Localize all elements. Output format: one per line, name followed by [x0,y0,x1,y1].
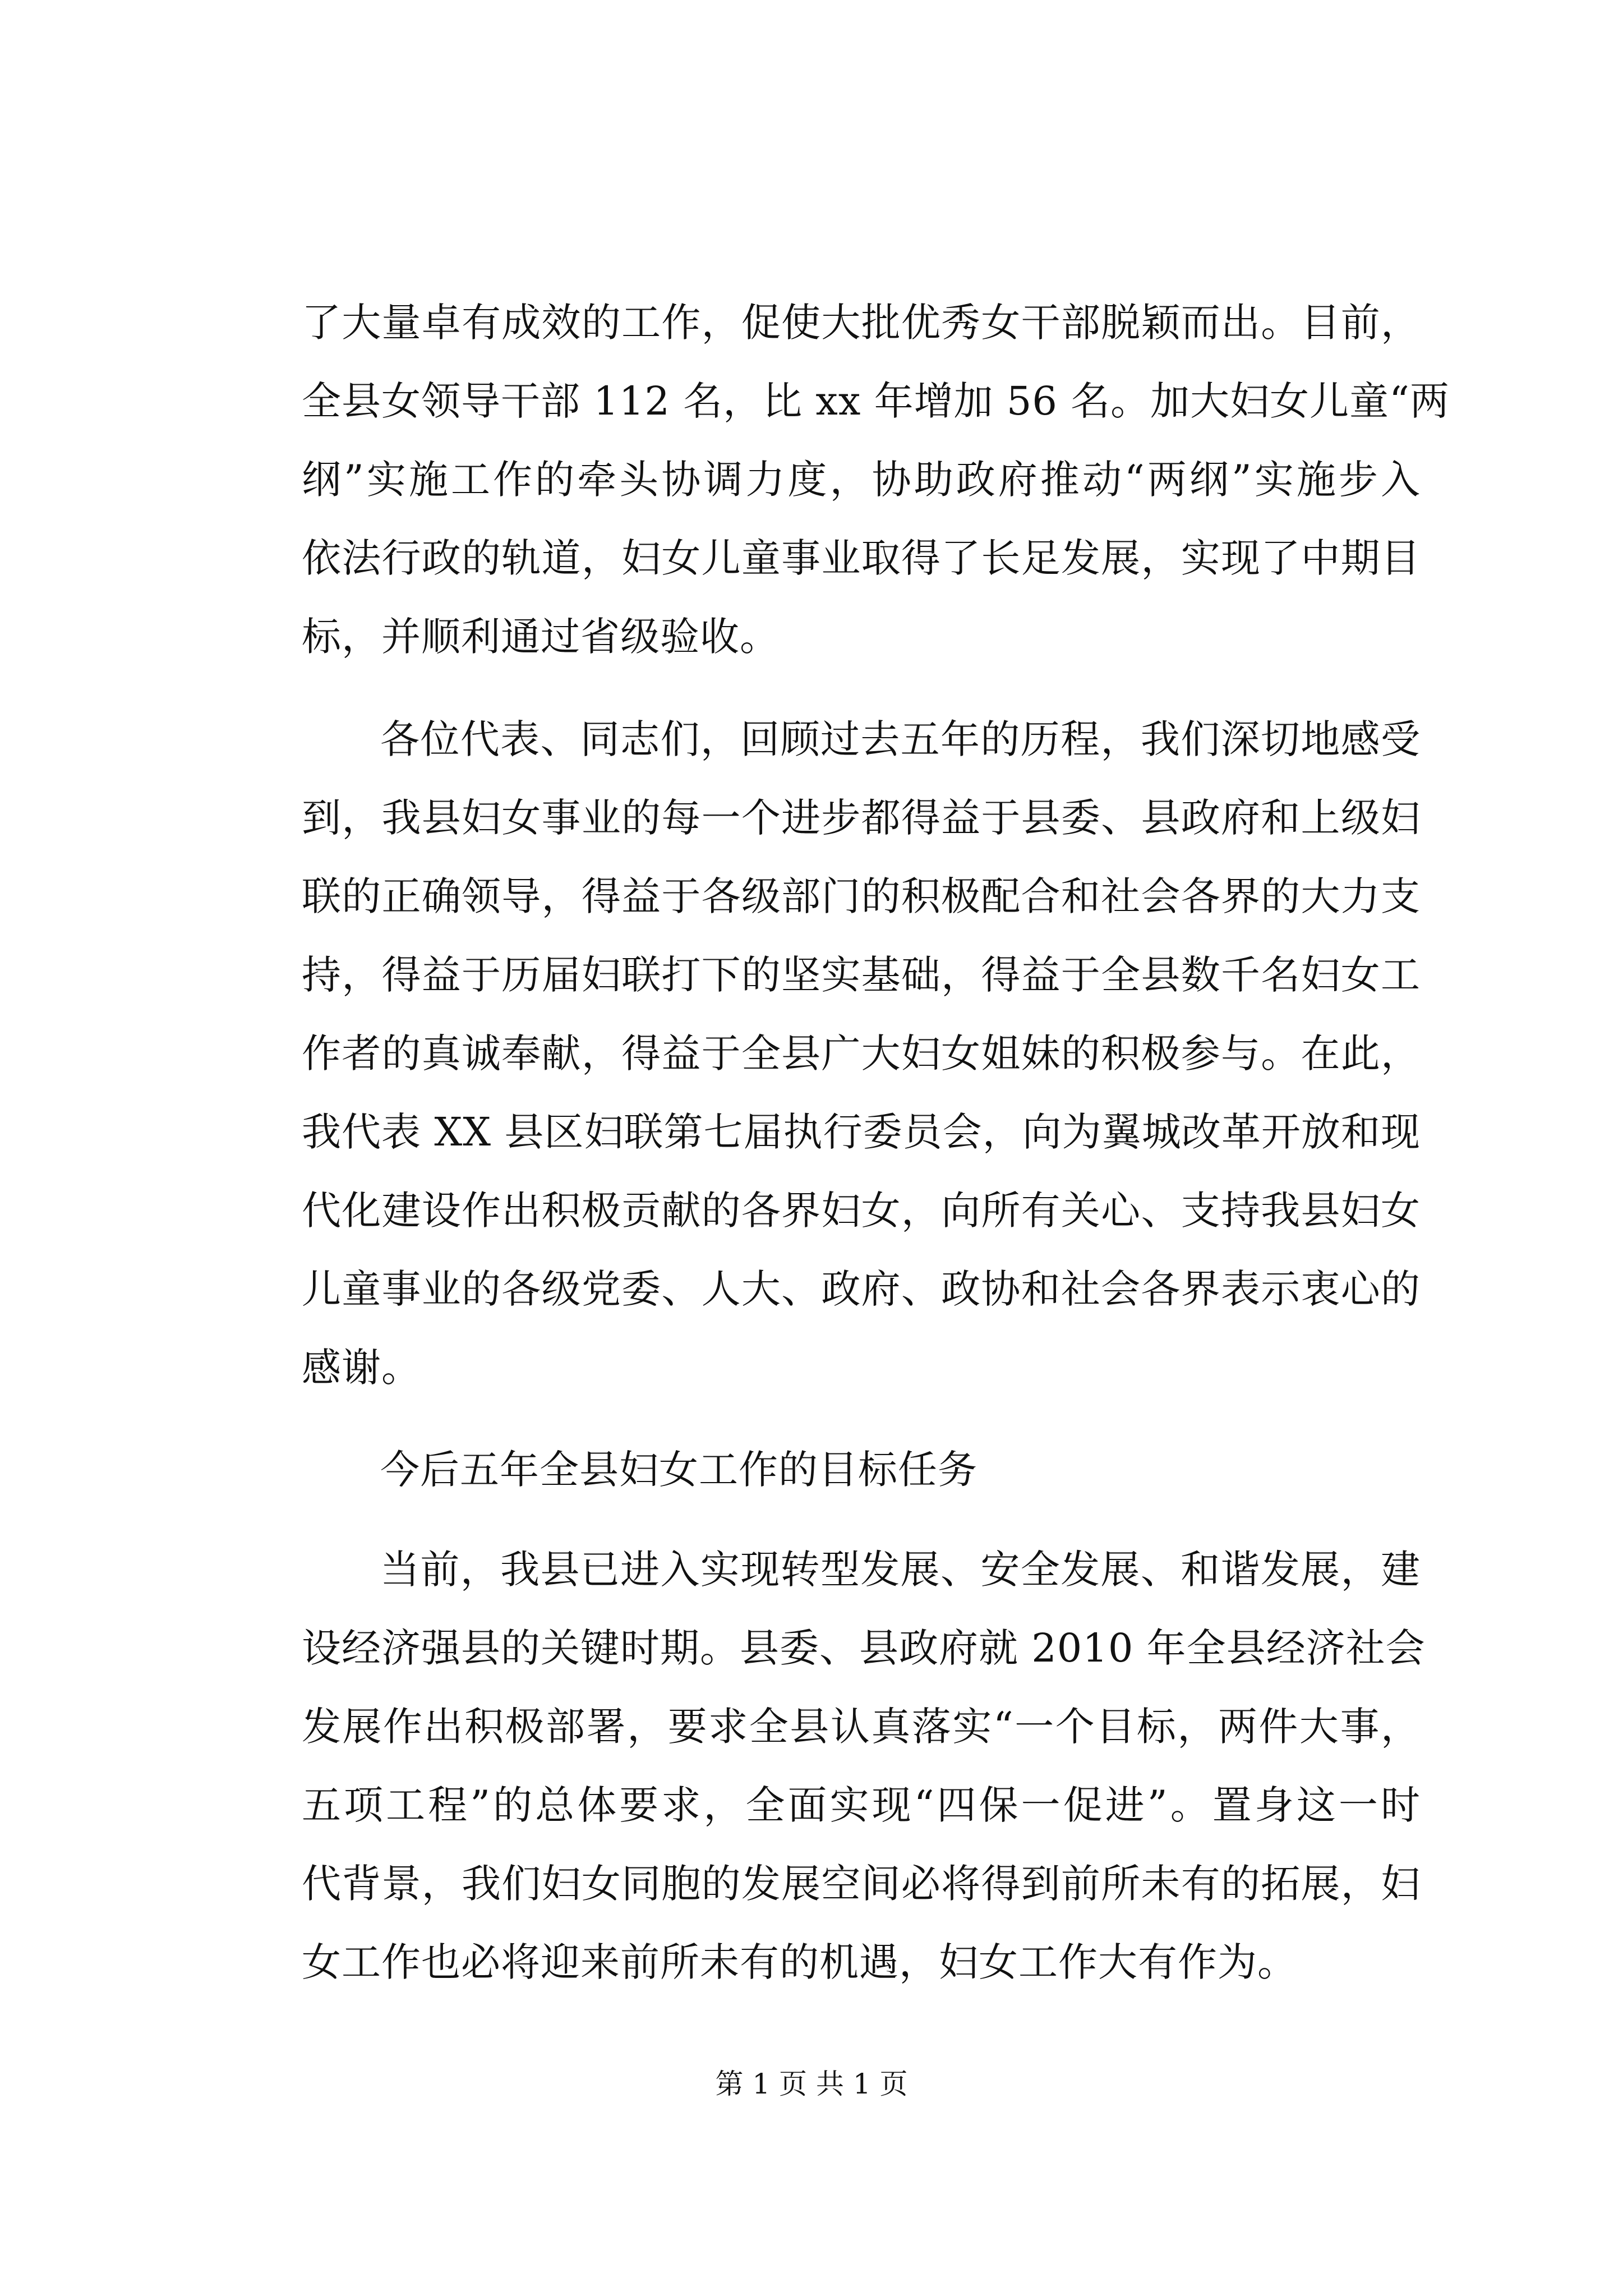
paragraph-2-line-2: 到，我县妇女事业的每一个进步都得益于县委、县政府和上级妇 [302,795,1421,841]
paragraph-2-line-8: 儿童事业的各级党委、人大、政府、政协和社会各界表示衷心的 [302,1266,1421,1312]
paragraph-4-line-4: 五项工程”的总体要求，全面实现“四保一促进”。置身这一时 [302,1782,1421,1828]
paragraph-1-line-1: 了大量卓有成效的工作，促使大批优秀女干部脱颖而出。目前， [302,300,1421,346]
paragraph-2-line-3: 联的正确领导，得益于各级部门的积极配合和社会各界的大力支 [302,873,1421,919]
page-footer: 第 1 页 共 1 页 [715,2068,908,2100]
paragraph-4-line-3: 发展作出积极部署，要求全县认真落实“一个目标，两件大事， [302,1704,1421,1750]
paragraph-1-line-5: 标，并顺利通过省级验收。 [302,614,780,660]
paragraph-2-line-4: 持，得益于历届妇联打下的坚实基础，得益于全县数千名妇女工 [302,952,1421,998]
paragraph-1-line-4: 依法行政的轨道，妇女儿童事业取得了长足发展，实现了中期目 [302,535,1421,581]
paragraph-2-line-9: 感谢。 [302,1345,421,1391]
paragraph-4-line-2: 设经济强县的关键时期。县委、县政府就 2010 年全县经济社会 [302,1625,1426,1671]
section-heading: 今后五年全县妇女工作的目标任务 [380,1447,978,1493]
paragraph-4-line-6: 女工作也必将迎来前所未有的机遇，妇女工作大有作为。 [302,1939,1297,1985]
paragraph-1-line-3: 纲”实施工作的牵头协调力度，协助政府推动“两纲”实施步入 [302,457,1421,503]
paragraph-4-line-1: 当前，我县已进入实现转型发展、安全发展、和谐发展，建 [380,1547,1421,1593]
paragraph-1-line-2: 全县女领导干部 112 名，比 xx 年增加 56 名。加大妇女儿童“两 [302,378,1450,424]
paragraph-2-line-5: 作者的真诚奉献，得益于全县广大妇女姐妹的积极参与。在此， [302,1030,1421,1076]
paragraph-4-line-5: 代背景，我们妇女同胞的发展空间必将得到前所未有的拓展，妇 [302,1861,1421,1907]
paragraph-2-line-6: 我代表 XX 县区妇联第七届执行委员会，向为翼城改革开放和现 [302,1109,1421,1155]
paragraph-2-line-7: 代化建设作出积极贡献的各界妇女，向所有关心、支持我县妇女 [302,1188,1421,1234]
paragraph-2-line-1: 各位代表、同志们，回顾过去五年的历程，我们深切地感受 [380,716,1421,762]
